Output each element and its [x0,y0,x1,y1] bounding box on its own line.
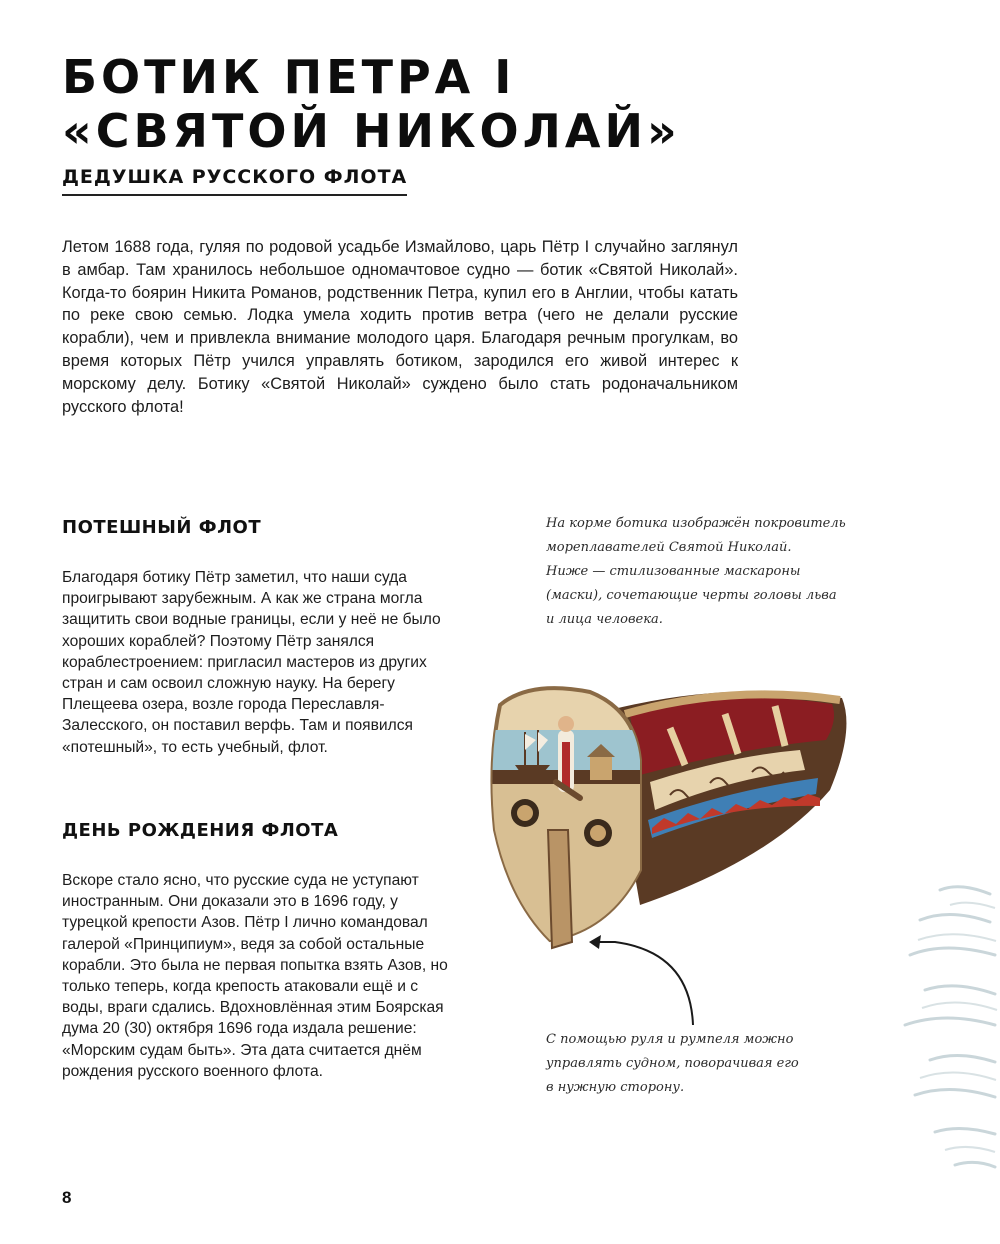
page-title [62,50,681,158]
stern-caption-line: мореплавателей Святой Николай. [546,540,792,555]
mascaron-right [584,819,612,847]
stern-caption-line: На корме ботика изображён покровитель [546,516,846,531]
section-body-fleet-birthday: Вскоре стало ясно, что русские суда не уступают иностранным. Они доказали это в 1696 году, у турецкой крепости Азов. Пётр I лично командовал галерой «Принципиум», ведя за собой остальные корабли. Это была не первая попытка взять Азов, но только теперь, когда крепость атаковали ещё и с воды, враги сдались. Вдохновлённая этим Боярская дума 20 (30) октября 1696 года издала решение: «Морским судам быть». Эта дата считается днём рождения русского военного флота. [62,872,448,1080]
mascaron-left [511,799,539,827]
page-subtitle: ДЕДУШКА РУССКОГО ФЛОТА [62,166,407,196]
rudder-pointer-arrow [575,930,705,1030]
title-line-1: БОТИК ПЕТРА I [62,50,516,104]
section-heading-amusing-fleet: ПОТЕШНЫЙ ФЛОТ [62,517,262,538]
stern-caption-line: и лица человека. [546,612,663,627]
boat-rudder [548,830,572,948]
intro-paragraph: Летом 1688 года, гуляя по родовой усадьбе Измайлово, царь Пётр I случайно заглянул в амбар. Там хранилось небольшое одномачтовое судно — ботик «Святой Николай». Когда-то боярин Никита Романов, родственник Петра, купил его в Англии, чтобы катать по реке свою семью. Лодка умела ходить против ветра (чего не делали русские корабли), чем и привлекла внимание молодого царя. Благодаря речным прогулкам, во время которых Пётр учился управлять ботиком, зародился его живой интерес к морскому делу. Ботику «Святой Николай» суждено было стать родоначальником русского флота! [62,238,738,416]
title-line-2: «СВЯТОЙ НИКОЛАЙ» [62,104,681,158]
stern-caption [546,512,846,632]
page-number: 8 [62,1188,72,1207]
rudder-caption [546,1028,799,1100]
saint-nicholas-figure [558,716,574,792]
section-heading-fleet-birthday: ДЕНЬ РОЖДЕНИЯ ФЛОТА [62,820,339,841]
stern-caption-line: (маски), сочетающие черты головы льва [546,588,837,603]
water-texture-decoration [900,870,1000,1190]
section-body-amusing-fleet: Благодаря ботику Пётр заметил, что наши суда проигрывают зарубежным. А как же страна могла защитить свои водные границы, если у неё не было хороших кораблей? Поэтому Пётр занялся кораблестроением: пригласил мастеров из других стран и сам освоил сложную науку. На берегу Плещеева озера, возле города Переславля-Залесского, он поставил верфь. Там и появился «потешный», то есть учебный, флот. [62,569,441,756]
rudder-caption-line: управлять судном, поворачивая его [546,1056,799,1071]
rudder-caption-line: С помощью руля и румпеля можно [546,1032,794,1047]
stern-caption-line: Ниже — стилизованные маскароны [546,564,801,579]
rudder-caption-line: в нужную сторону. [546,1080,685,1095]
boat-illustration [470,670,870,955]
